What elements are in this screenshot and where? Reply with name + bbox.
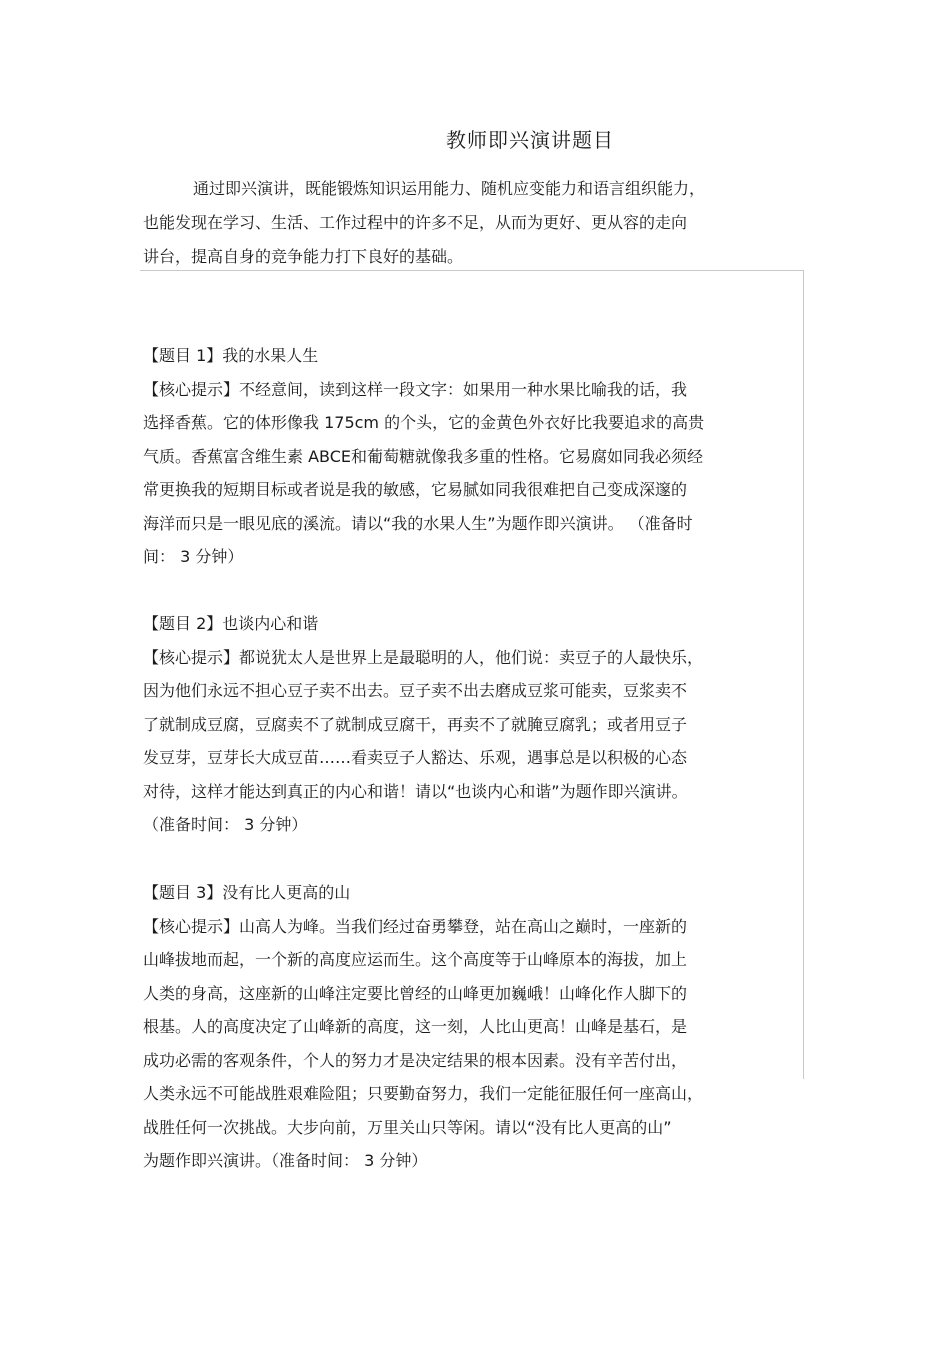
topic-text-line: 【核心提示】都说犹太人是世界上是最聪明的人，他们说：卖豆子的人最快乐， bbox=[143, 647, 704, 667]
topic-text-line: 气质。香蕉富含维生素 ABCE和葡萄糖就像我多重的性格。它易腐如同我必须经 bbox=[143, 446, 704, 466]
topic-text-line: 人类的身高，这座新的山峰注定要比曾经的山峰更加巍峨！山峰化作人脚下的 bbox=[143, 983, 688, 1003]
topic-3 bbox=[143, 876, 808, 1178]
topic-text-line: 【核心提示】山高人为峰。当我们经过奋勇攀登，站在高山之巅时，一座新的 bbox=[143, 916, 688, 936]
topic-text-line: 【核心提示】不经意间，读到这样一段文字：如果用一种水果比喻我的话，我 bbox=[143, 379, 688, 399]
topic-text-line: 对待，这样才能达到真正的内心和谐！请以“也谈内心和谐”为题作即兴演讲。 bbox=[143, 781, 688, 801]
topic-text-line: 人类永远不可能战胜艰难险阻；只要勤奋努力，我们一定能征服任何一座高山， bbox=[143, 1084, 704, 1103]
topic-text-line: （准备时间： 3 分钟） bbox=[143, 815, 308, 834]
topic-text-line: 选择香蕉。它的体形像我 175cm 的个头，它的金黄色外衣好比我要追求的高贵 bbox=[143, 413, 705, 432]
intro-line: 讲台，提高自身的竞争能力打下良好的基础。 bbox=[143, 247, 464, 266]
page-title: 教师即兴演讲题目 bbox=[446, 128, 614, 152]
intro-line: 也能发现在学习、生活、工作过程中的许多不足，从而为更好、更从容的走向 bbox=[143, 213, 688, 232]
topic-heading: 【题目 3】没有比人更高的山 bbox=[143, 883, 351, 902]
intro-paragraph bbox=[143, 172, 763, 274]
topic-text-line: 发豆芽，豆芽长大成豆苗……看卖豆子人豁达、乐观，遇事总是以积极的心态 bbox=[143, 748, 688, 767]
topic-text-line: 了就制成豆腐，豆腐卖不了就制成豆腐干，再卖不了就腌豆腐乳；或者用豆子 bbox=[143, 714, 688, 734]
topic-text-line: 山峰拔地而起，一个新的高度应运而生。这个高度等于山峰原本的海拔，加上 bbox=[143, 950, 688, 969]
topic-text-line: 海洋而只是一眼见底的溪流。请以“我的水果人生”为题作即兴演讲。 （准备时 bbox=[143, 513, 693, 533]
topic-heading: 【题目 2】也谈内心和谐 bbox=[143, 614, 319, 633]
topic-text-line: 为题作即兴演讲。（准备时间： 3 分钟） bbox=[143, 1151, 428, 1170]
topic-text-line: 成功必需的客观条件，个人的努力才是决定结果的根本因素。没有辛苦付出， bbox=[143, 1050, 688, 1070]
intro-line: 通过即兴演讲，既能锻炼知识运用能力、随机应变能力和语言组织能力， bbox=[193, 179, 706, 198]
topic-1 bbox=[143, 339, 808, 574]
topic-text-line: 战胜任何一次挑战。大步向前，万里关山只等闲。请以“没有比人更高的山” bbox=[143, 1117, 672, 1137]
topic-text-line: 因为他们永远不担心豆子卖不出去。豆子卖不出去磨成豆浆可能卖，豆浆卖不 bbox=[143, 681, 688, 700]
topic-text-line: 根基。人的高度决定了山峰新的高度，这一刻，人比山更高！山峰是基石，是 bbox=[143, 1017, 688, 1036]
topic-text-line: 常更换我的短期目标或者说是我的敏感，它易腻如同我很难把自己变成深邃的 bbox=[143, 480, 688, 499]
topic-heading: 【题目 1】我的水果人生 bbox=[143, 346, 319, 365]
topic-2 bbox=[143, 607, 808, 842]
topic-text-line: 间： 3 分钟） bbox=[143, 547, 244, 566]
